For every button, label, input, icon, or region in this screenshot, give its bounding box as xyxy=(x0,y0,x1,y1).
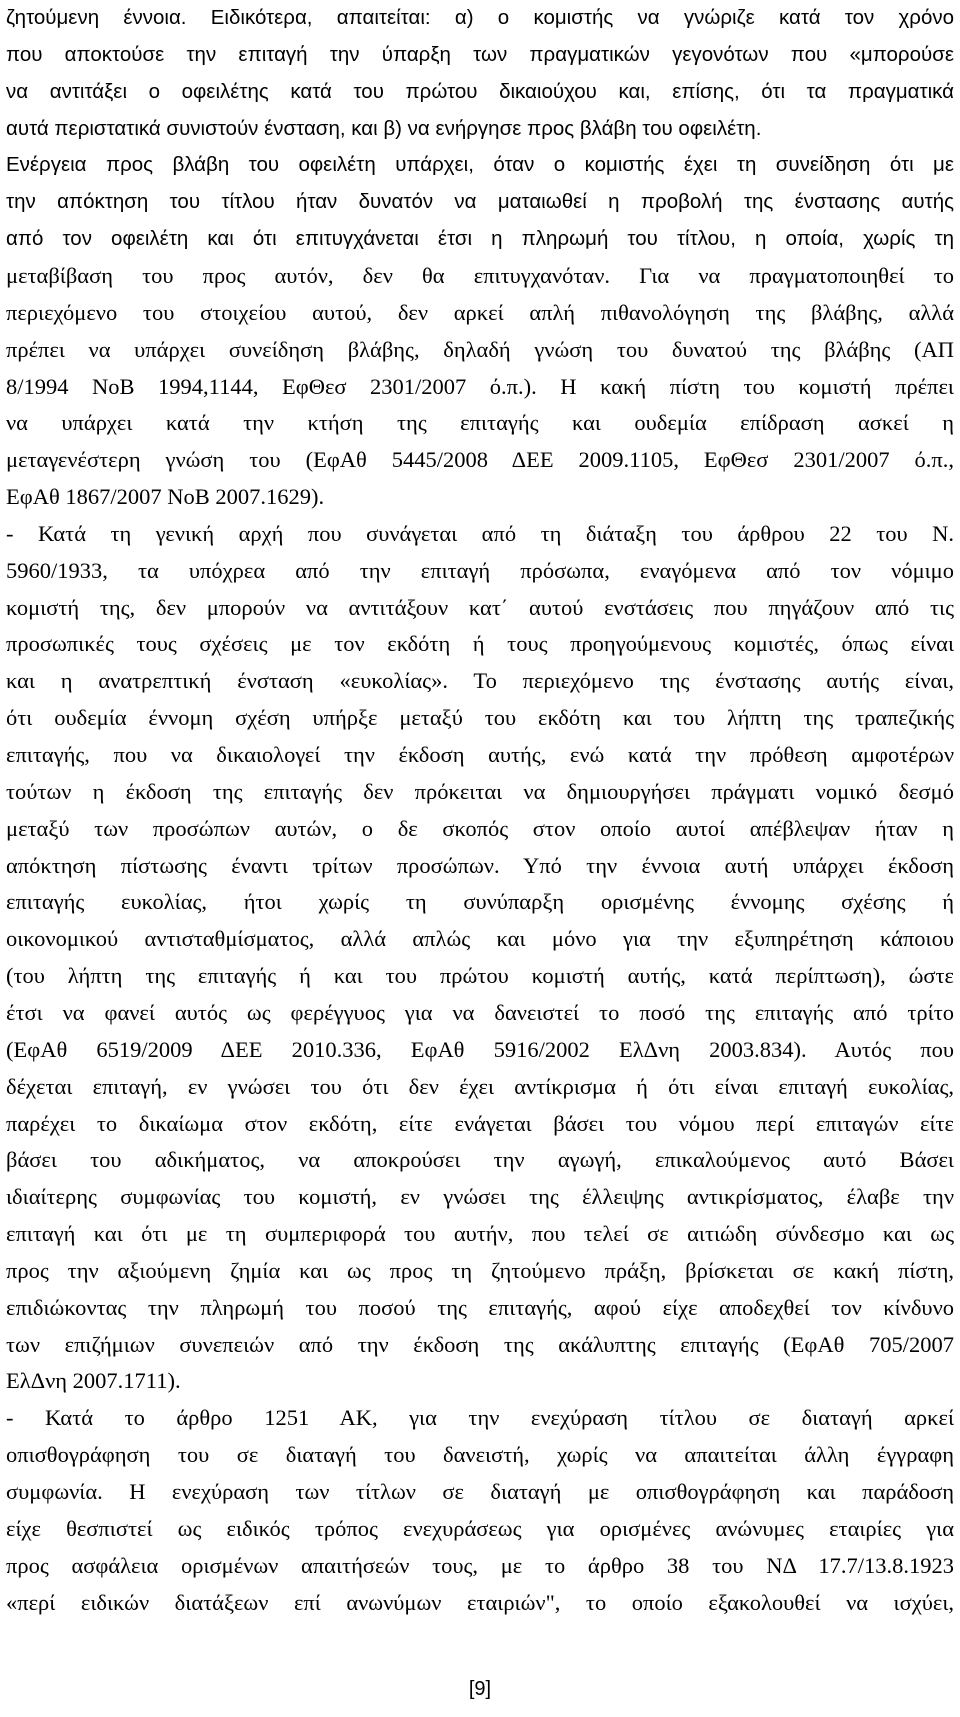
text-line: 5960/1933, τα υπόχρεα από την επιταγή πρόσωπα, εναγόμενα από τον νόμιμο xyxy=(6,557,954,583)
text-line: συμφωνία. Η ενεχύραση των τίτλων σε διαταγή με οπισθογράφηση και παράδοση xyxy=(6,1479,954,1504)
text-line: μεταγενέστερη γνώση του (ΕφΑθ 5445/2008 ΔΕΕ 2009.1105, ΕφΘεσ 2301/2007 ό.π., xyxy=(6,447,954,473)
text-line: αυτά περιστατικά συνιστούν ένσταση, και β) να ενήργησε προς βλάβη του οφειλέτη. xyxy=(6,116,762,140)
text-line: προς ασφάλεια ορισμένων απαιτήσεών τους, με το άρθρο 38 του ΝΔ 17.7/13.8.1923 xyxy=(6,1552,954,1578)
text-line: απόκτηση πίστωσης έναντι τρίτων προσώπων. Υπό την έννοια αυτή υπάρχει έκδοση xyxy=(6,852,954,878)
text-line: μεταξύ των προσώπων αυτών, ο δε σκοπός στον οποίο αυτοί απέβλεψαν ήταν η xyxy=(6,815,954,841)
text-line: τούτων η έκδοση της επιταγής δεν πρόκειται να δημιουργήσει πράγματι νομικό δεσμό xyxy=(6,778,954,804)
text-line: επιταγή και ότι με τη συμπεριφορά του αυτήν, που τελεί σε αιτιώδη σύνδεσμο και ως xyxy=(6,1221,954,1247)
text-line: έτσι να φανεί αυτός ως φερέγγυος για να δανειστεί το ποσό της επιταγής από τρίτο xyxy=(6,999,954,1025)
text-line: «περί ειδικών διατάξεων επί ανωνύμων εταιριών", το οποίο εξακολουθεί να ισχύει, xyxy=(6,1589,954,1615)
text-line: από τον οφειλέτη και ότι επιτυγχάνεται έτσι η πληρωμή του τίτλου, η οποία, χωρίς τη xyxy=(6,227,954,251)
text-line: μεταβίβαση του προς αυτόν, δεν θα επιτυγχανόταν. Για να πραγματοποιηθεί το xyxy=(6,262,954,288)
text-line: παρέχει το δικαίωμα στον εκδότη, είτε ενάγεται βάσει του νόμου περί επιταγών είτε xyxy=(6,1110,954,1136)
text-line: να υπάρχει κατά την κτήση της επιταγής και ουδεμία επίδραση ασκεί η xyxy=(6,410,954,436)
text-line: την απόκτηση του τίτλου ήταν δυνατόν να ματαιωθεί η προβολή της ένστασης αυτής xyxy=(6,190,954,214)
text-line: επιταγής, που να δικαιολογεί την έκδοση αυτής, ενώ κατά την πρόθεση αμφοτέρων xyxy=(6,742,954,767)
text-line: προσωπικές τους σχέσεις με τον εκδότη ή τους προηγούμενους κομιστές, όπως είναι xyxy=(6,631,954,657)
text-line: ότι ουδεμία έννομη σχέση υπήρξε μεταξύ του εκδότη και του λήπτη της τραπεζικής xyxy=(6,705,954,731)
text-line: - Κατά το άρθρο 1251 ΑΚ, για την ενεχύραση τίτλου σε διαταγή αρκεί xyxy=(6,1405,954,1431)
text-line: είχε θεσπιστεί ως ειδικός τρόπος ενεχυράσεως για ορισμένες ανώνυμες εταιρίες για xyxy=(6,1515,954,1541)
text-line: 8/1994 ΝοΒ 1994,1144, ΕφΘεσ 2301/2007 ό.π.). Η κακή πίστη του κομιστή πρέπει xyxy=(6,373,954,399)
text-line: επιδιώκοντας την πληρωμή του ποσού της επιταγής, αφού είχε αποδεχθεί τον κίνδυνο xyxy=(6,1294,954,1320)
text-line: ΕλΔνη 2007.1711). xyxy=(6,1368,181,1394)
text-line: και η ανατρεπτική ένσταση «ευκολίας». Το περιεχόμενο της ένστασης αυτής είναι, xyxy=(6,668,954,694)
text-line: να αντιτάξει ο οφειλέτης κατά του πρώτου δικαιούχου και, επίσης, ότι τα πραγματικά xyxy=(6,79,954,103)
text-line: (ΕφΑθ 6519/2009 ΔΕΕ 2010.336, ΕφΑθ 5916/2002 ΕλΔνη 2003.834). Αυτός που xyxy=(6,1036,954,1062)
text-line: ΕφΑθ 1867/2007 ΝοΒ 2007.1629). xyxy=(6,484,325,510)
text-line: περιεχόμενο του στοιχείου αυτού, δεν αρκεί απλή πιθανολόγηση της βλάβης, αλλά xyxy=(6,299,954,325)
page-number: [9] xyxy=(468,1678,492,1700)
text-line: ιδιαίτερης συμφωνίας του κομιστή, εν γνώσει της έλλειψης αντικρίσματος, έλαβε την xyxy=(6,1184,954,1210)
text-line: προς την αξιούμενη ζημία και ως προς τη ζητούμενο πράξη, βρίσκεται σε κακή πίστη, xyxy=(6,1257,954,1283)
text-line: πρέπει να υπάρχει συνείδηση βλάβης, δηλαδή γνώση του δυνατού της βλάβης (ΑΠ xyxy=(6,336,954,362)
text-line: οικονομικού αντισταθμίσματος, αλλά απλώς και μόνο για την εξυπηρέτηση κάποιου xyxy=(6,926,954,952)
text-line: - Κατά τη γενική αρχή που συνάγεται από τη διάταξη του άρθρου 22 του Ν. xyxy=(6,520,954,546)
text-line: επιταγής ευκολίας, ήτοι χωρίς τη συνύπαρξη ορισμένης έννομης σχέσης ή xyxy=(6,889,954,915)
text-line: Ενέργεια προς βλάβη του οφειλέτη υπάρχει, όταν ο κομιστής έχει τη συνείδηση ότι με xyxy=(6,153,954,177)
text-line: κομιστή της, δεν μπορούν να αντιτάξουν κατ΄ αυτού ενστάσεις που πηγάζουν από τις xyxy=(6,594,954,620)
text-line: (του λήπτη της επιταγής ή και του πρώτου κομιστή αυτής, κατά περίπτωση), ώστε xyxy=(6,963,954,989)
text-line: των επιζήμιων συνεπειών από την έκδοση της ακάλυπτης επιταγής (ΕφΑθ 705/2007 xyxy=(6,1331,954,1357)
text-line: οπισθογράφηση του σε διαταγή του δανειστή, χωρίς να απαιτείται άλλη έγγραφη xyxy=(6,1442,954,1468)
text-line: ζητούμενη έννοια. Ειδικότερα, απαιτείται: α) ο κομιστής να γνώριζε κατά τον χρόνο xyxy=(6,6,954,29)
text-line: δέχεται επιταγή, εν γνώσει του ότι δεν έχει αντίκρισμα ή ότι είναι επιταγή ευκολίας, xyxy=(6,1073,954,1099)
text-line: που αποκτούσε την επιταγή την ύπαρξη των πραγματικών γεγονότων που «μπορούσε xyxy=(6,42,954,66)
text-line: βάσει του αδικήματος, να αποκρούσει την αγωγή, επικαλούμενος αυτό Βάσει xyxy=(6,1147,954,1173)
